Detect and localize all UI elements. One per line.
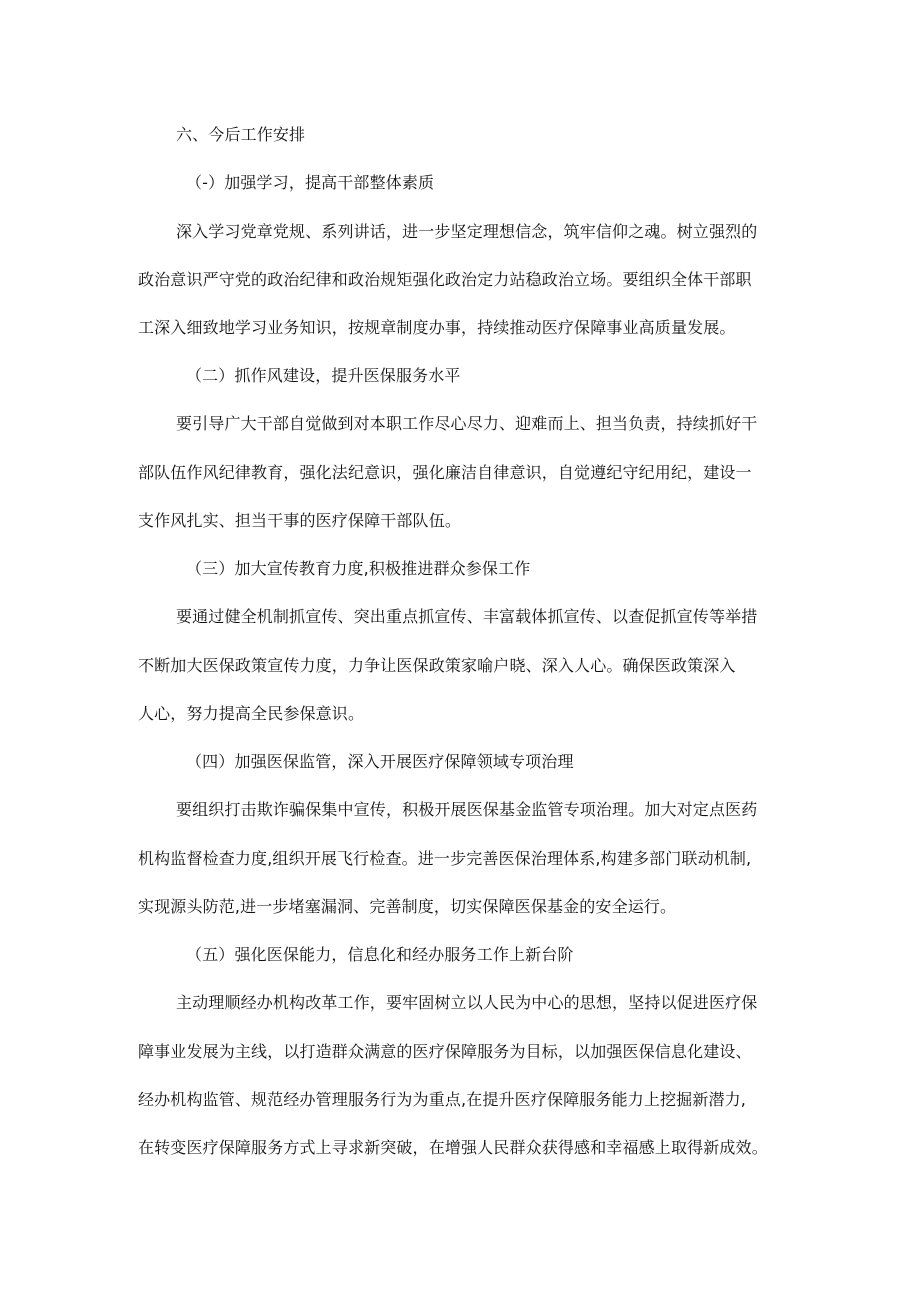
- paragraph-line: 部队伍作风纪律教育，强化法纪意识，强化廉洁自律意识，自觉遵纪守纪用纪，建设一: [138, 463, 752, 482]
- subsection-heading: （四）加强医保监管，深入开展医疗保障领域专项治理: [186, 752, 574, 771]
- paragraph-line: 支作风扎实、担当干事的医疗保障干部队伍。: [138, 511, 462, 530]
- paragraph-line: 障事业发展为主线，以打造群众满意的医疗保障服务为目标，以加强医保信息化建设、: [138, 1042, 752, 1061]
- paragraph-line: 经办机构监管、规范经办管理服务行为为重点,在提升医疗保障服务能力上挖掘新潜力,: [138, 1090, 747, 1109]
- paragraph-line: 机构监督检查力度,组织开展飞行检查。进一步完善医保治理体系,构建多部门联动机制,: [138, 849, 752, 868]
- subsection-heading: （五）强化医保能力，信息化和经办服务工作上新台阶: [186, 945, 574, 964]
- subsection-heading: （三）加大宣传教育力度,积极推进群众参保工作: [186, 559, 531, 578]
- paragraph-line: 要引导广大干部自觉做到对本职工作尽心尽力、迎难而上、担当负责，持续抓好干: [176, 414, 758, 433]
- section-title: 六、今后工作安排: [176, 125, 306, 144]
- paragraph-line: 主动理顺经办机构改革工作，要牢固树立以人民为中心的思想，坚持以促进医疗保: [176, 993, 758, 1012]
- paragraph-line: 要组织打击欺诈骗保集中宣传，积极开展医保基金监管专项治理。加大对定点医药: [176, 800, 758, 819]
- paragraph-line: 要通过健全机制抓宣传、突出重点抓宣传、丰富载体抓宣传、以查促抓宣传等举措: [176, 607, 758, 626]
- paragraph-line: 不断加大医保政策宣传力度，力争让医保政策家喻户晓、深入人心。确保医政策深入: [138, 656, 736, 675]
- paragraph-line: 实现源头防范,进一步堵塞漏洞、完善制度，切实保障医保基金的安全运行。: [138, 897, 677, 916]
- subsection-heading: （-）加强学习，提高干部整体素质: [186, 173, 435, 192]
- paragraph-line: 工深入细致地学习业务知识，按规章制度办事，持续推动医疗保障事业高质量发展。: [138, 318, 736, 337]
- paragraph-line: 人心，努力提高全民参保意识。: [138, 704, 365, 723]
- paragraph-line: 深入学习党章党规、系列讲话，进一步坚定理想信念，筑牢信仰之魂。树立强烈的: [176, 222, 758, 241]
- subsection-heading: （二）抓作风建设，提升医保服务水平: [186, 366, 461, 385]
- paragraph-line: 政治意识严守党的政治纪律和政治规矩强化政治定力站稳政治立场。要组织全体干部职: [138, 270, 752, 289]
- paragraph-line: 在转变医疗保障服务方式上寻求新突破，在增强人民群众获得感和幸福感上取得新成效。: [138, 1138, 768, 1157]
